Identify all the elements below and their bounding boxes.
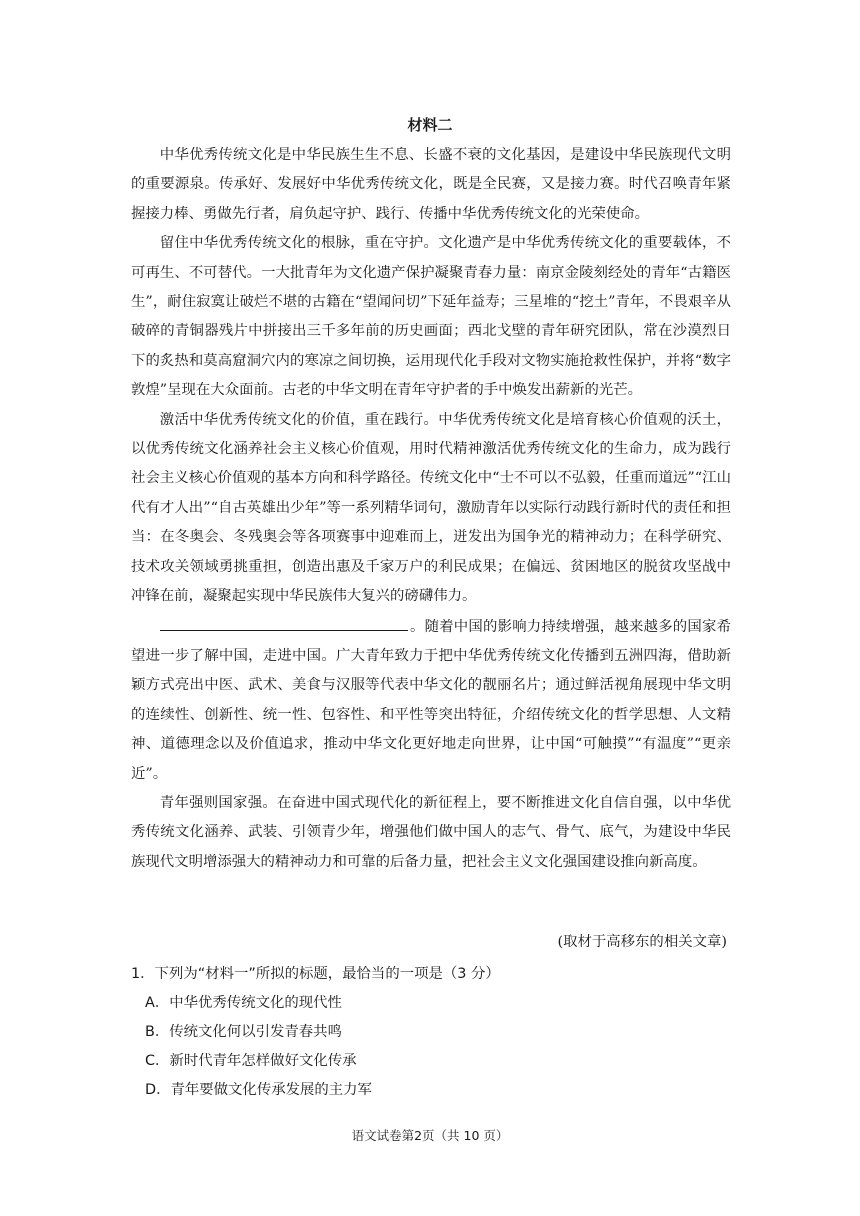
- option-b[interactable]: B．传统文化何以引发青春共鸣: [145, 1024, 342, 1040]
- option-d[interactable]: D．青年要做文化传承发展的主力军: [145, 1082, 372, 1098]
- paragraph-4-text: 。随着中国的影响力持续增强，越来越多的国家希望进一步了解中国，走进中国。广大青年致力于把中华优秀传统文化传播到五洲四海，借助新颖方式亮出中医、武术、美食与汉服等代表中华文化的靓丽名片；通过鲜活视角展现中华文明的连续性、创新性、统一性、包容性、和平性等突出特征，介绍传统文化的哲学思想、人文精神、道德理念以及价值追求，推动中华文化更好地走向世界，让中国“可触摸”“有温度”“更亲近”。: [131, 618, 731, 782]
- option-a[interactable]: A．中华优秀传统文化的现代性: [145, 995, 342, 1011]
- option-c[interactable]: C．新时代青年怎样做好文化传承: [145, 1053, 357, 1069]
- question-stem: 1．下列为“材料一”所拟的标题，最恰当的一项是（3 分）: [131, 966, 500, 982]
- paragraph-2: 留住中华优秀传统文化的根脉，重在守护。文化遗产是中华优秀传统文化的重要载体，不可再生、不可替代。一大批青年为文化遗产保护凝聚青春力量：南京金陵刻经处的青年“古籍医生”，耐住寂寞让破烂不堪的古籍在“望闻问切”下延年益寿；三星堆的“挖土”青年，不畏艰辛从破碎的青铜器残片中拼接出三千多年前的历史画面；西北戈壁的青年研究团队，常在沙漠烈日下的炙热和莫高窟洞穴内的寒凉之间切换，运用现代化手段对文物实施抢救性保护，并将“数字敦煌”呈现在大众面前。古老的中华文明在青年守护者的手中焕发出薪新的光芒。: [131, 235, 731, 399]
- paragraph-4: [131, 612, 731, 789]
- source-citation: (取材于高移东的相关文章): [557, 934, 727, 950]
- fill-in-blank[interactable]: [160, 612, 408, 631]
- paragraph-5: 青年强则国家强。在奋进中国式现代化的新征程上，要不断推进文化自信自强，以中华优秀传统文化涵养、武装、引领青少年，增强他们做中国人的志气、骨气、底气，为建设中华民族现代文明增添强大的精神动力和可靠的后备力量，把社会主义文化强国建设推向新高度。: [131, 794, 731, 870]
- page-footer: 语文试卷第2页（共 10 页）: [351, 1128, 509, 1143]
- passage-body: [131, 141, 731, 877]
- paragraph-3: 激活中华优秀传统文化的价值，重在践行。中华优秀传统文化是培育核心价值观的沃土，以优秀传统文化涵养社会主义核心价值观，用时代精神激活优秀传统文化的生命力，成为践行社会主义核心价值观的基本方向和科学路径。传统文化中“士不可以不弘毅，任重而道远”“江山代有才人出”“自古英雄出少年”等一系列精华词句，激励青年以实际行动践行新时代的责任和担当：在冬奥会、冬残奥会等各项赛事中迎难而上，迸发出为国争光的精神动力；在科学研究、技术攻关领域勇挑重担，创造出惠及千家万户的利民成果；在偏远、贫困地区的脱贫攻坚战中冲锋在前，凝聚起实现中华民族伟大复兴的磅礴伟力。: [131, 411, 731, 605]
- question-1: [131, 963, 731, 1108]
- paragraph-1: 中华优秀传统文化是中华民族生生不息、长盛不衰的文化基因，是建设中华民族现代文明的重要源泉。传承好、发展好中华优秀传统文化，既是全民赛，又是接力赛。时代召唤青年紧握接力棒、勇做先行者，肩负起守护、践行、传播中华优秀传统文化的光荣使命。: [131, 147, 731, 222]
- material-title: 材料二: [407, 116, 453, 134]
